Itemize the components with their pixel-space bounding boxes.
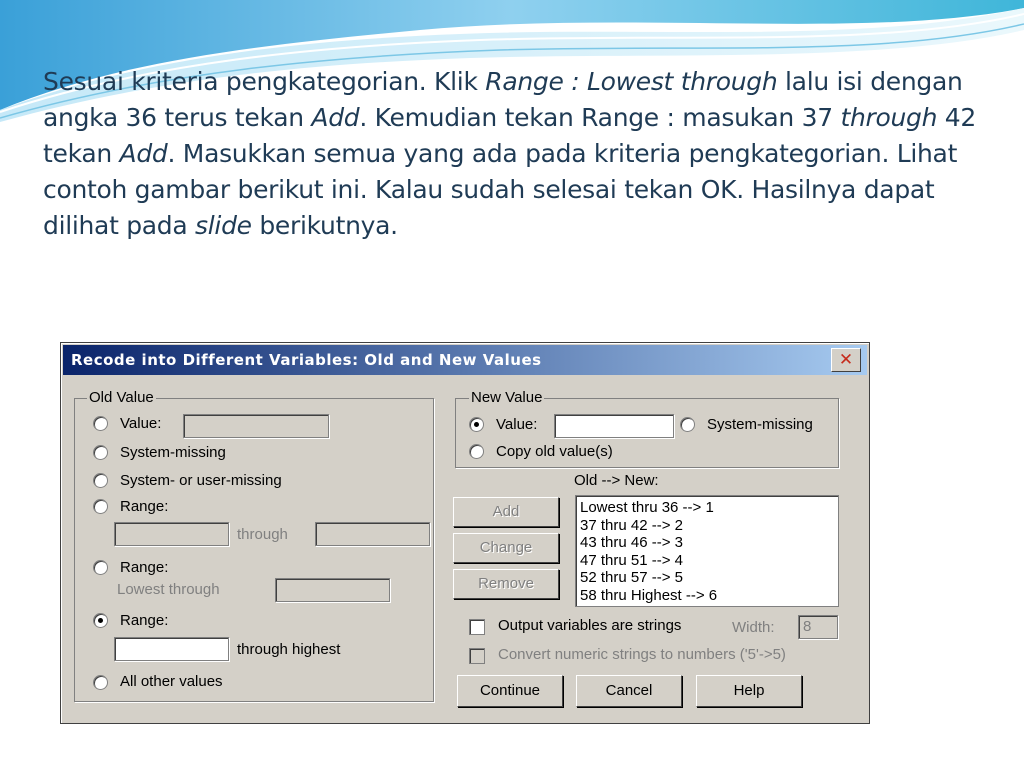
range-label: Range: xyxy=(120,498,169,515)
range-to-input[interactable] xyxy=(315,522,430,546)
slide-body-text xyxy=(43,64,993,244)
old-new-label: Old --> New: xyxy=(574,472,659,489)
list-item[interactable]: 43 thru 46 --> 3 xyxy=(580,534,683,552)
convert-numeric-checkbox[interactable] xyxy=(469,648,485,664)
new-value-input[interactable] xyxy=(554,414,674,438)
lowest-through-label: Lowest through xyxy=(117,581,220,598)
cancel-button[interactable]: Cancel xyxy=(576,675,682,707)
remove-button[interactable]: Remove xyxy=(453,569,559,599)
all-other-values-label: All other values xyxy=(120,673,223,690)
copy-old-value-radio[interactable] xyxy=(469,444,484,459)
old-value-label: Value: xyxy=(120,415,162,432)
list-item[interactable]: 37 thru 42 --> 2 xyxy=(580,516,683,534)
system-missing-radio[interactable] xyxy=(93,445,108,460)
old-value-radio[interactable] xyxy=(93,416,108,431)
output-strings-label: Output variables are strings xyxy=(498,617,682,634)
list-item[interactable]: Lowest thru 36 --> 1 xyxy=(580,499,714,516)
add-button[interactable]: Add xyxy=(453,497,559,527)
copy-old-value-label: Copy old value(s) xyxy=(496,443,613,460)
slide-text-part: lalu isi dengan angka 36 terus tekan xyxy=(43,67,963,132)
help-button[interactable]: Help xyxy=(696,675,802,707)
width-label: Width: xyxy=(732,619,775,636)
range-highest-radio[interactable] xyxy=(93,613,108,628)
list-item[interactable]: 47 thru 51 --> 4 xyxy=(580,551,683,569)
close-button[interactable] xyxy=(831,348,861,372)
range-from-input[interactable] xyxy=(114,522,229,546)
slide-text-italic: Range : Lowest through xyxy=(485,67,778,96)
lowest-through-input[interactable] xyxy=(275,578,390,602)
width-value: 8 xyxy=(803,618,812,635)
new-value-legend: New Value xyxy=(471,389,543,406)
continue-button[interactable]: Continue xyxy=(457,675,563,707)
slide-text-part: 42 tekan xyxy=(43,103,977,168)
dialog-title: Recode into Different Variables: Old and New Values xyxy=(71,351,542,369)
close-x-icon: ✕ xyxy=(838,350,854,370)
system-or-user-missing-radio[interactable] xyxy=(93,473,108,488)
through-label: through xyxy=(237,526,288,543)
recode-dialog xyxy=(60,342,870,724)
change-button[interactable]: Change xyxy=(453,533,559,563)
slide-text-italic: Add xyxy=(119,139,168,168)
dialog-titlebar[interactable] xyxy=(63,345,867,375)
list-item[interactable]: 58 thru Highest --> 6 xyxy=(580,586,718,604)
through-highest-label: through highest xyxy=(237,641,341,658)
slide-text-part: . Kemudian tekan Range : masukan 37 xyxy=(359,103,841,132)
slide-text-italic: Add xyxy=(311,103,360,132)
slide-text-part: . Masukkan semua yang ada pada kriteria pengkategorian. Lihat contoh gambar berikut ini. Kalau sudah selesai tekan OK. Hasilnya dapat dilihat pada xyxy=(43,139,958,240)
system-missing-label: System-missing xyxy=(120,444,226,461)
range-lowest-label: Range: xyxy=(120,559,169,576)
convert-numeric-label: Convert numeric strings to numbers ('5'->5) xyxy=(498,646,786,663)
new-system-missing-radio[interactable] xyxy=(680,417,695,432)
range-lowest-radio[interactable] xyxy=(93,560,108,575)
old-value-legend: Old Value xyxy=(89,389,154,406)
new-value-label: Value: xyxy=(496,416,538,433)
slide-text-part: Sesuai kriteria pengkategorian. Klik xyxy=(43,67,486,96)
range-highest-label: Range: xyxy=(120,612,169,629)
old-value-input[interactable] xyxy=(183,414,329,438)
range-radio[interactable] xyxy=(93,499,108,514)
slide-text-italic: through xyxy=(840,103,938,132)
new-system-missing-label: System-missing xyxy=(707,416,813,433)
all-other-values-radio[interactable] xyxy=(93,675,108,690)
list-item[interactable]: 52 thru 57 --> 5 xyxy=(580,569,683,587)
slide-text-part: berikutnya. xyxy=(251,211,398,240)
old-new-listbox[interactable] xyxy=(575,495,839,607)
new-value-radio[interactable] xyxy=(469,417,484,432)
system-or-user-missing-label: System- or user-missing xyxy=(120,472,282,489)
through-highest-input[interactable] xyxy=(114,637,229,661)
slide-text-italic: slide xyxy=(195,211,252,240)
output-strings-checkbox[interactable] xyxy=(469,619,485,635)
width-input[interactable] xyxy=(798,615,838,639)
